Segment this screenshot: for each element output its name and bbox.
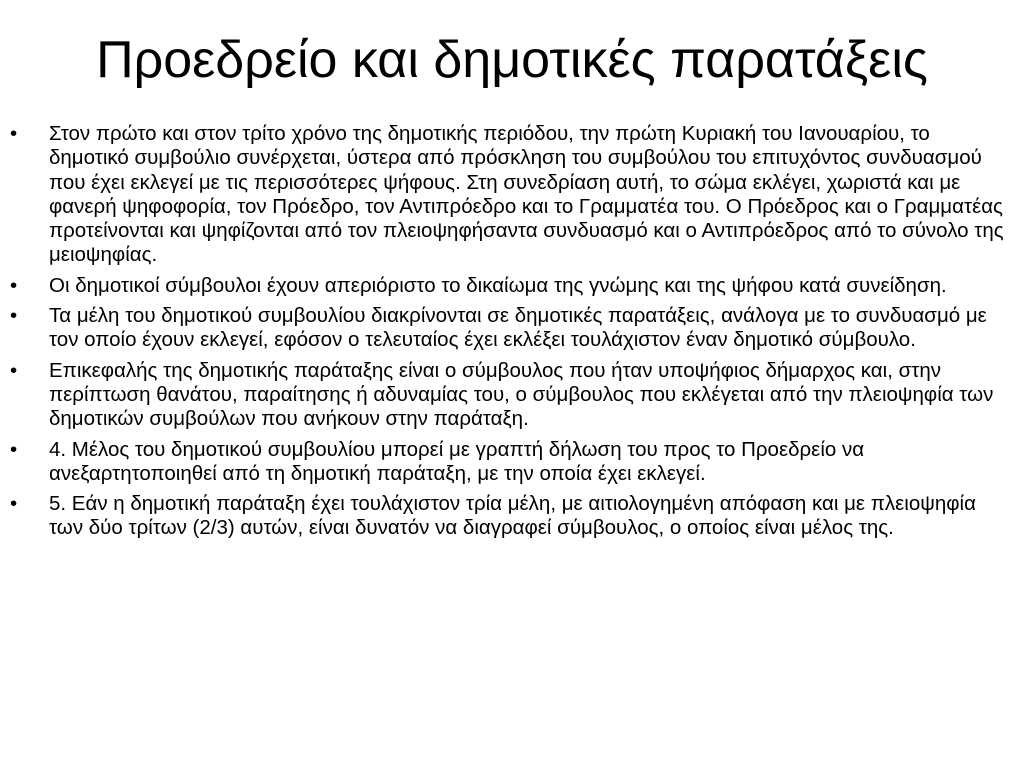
bullet-item [0, 359, 1024, 432]
slide-title: Προεδρείο και δημοτικές παρατάξεις [96, 31, 928, 89]
bullet-text: 4. Μέλος του δημοτικού συμβουλίου μπορεί με γραπτή δήλωση του προς το Προεδρείο να ανεξαρτητοποιηθεί από τη δημοτική παράταξη, με την οποία έχει εκλεγεί. [49, 437, 865, 485]
bullet-dot-icon: • [10, 122, 18, 145]
bullet-list [0, 122, 1024, 547]
bullet-text: Οι δημοτικοί σύμβουλοι έχουν απεριόριστο το δικαίωμα της γνώμης και της ψήφου κατά συνείδηση. [49, 273, 947, 297]
bullet-item [0, 492, 1024, 541]
bullet-item [0, 438, 1024, 487]
bullet-dot-icon: • [10, 358, 18, 382]
bullet-text: Τα μέλη του δημοτικού συμβουλίου διακρίνονται σε δημοτικές παρατάξεις, ανάλογα με το συνδυασμό με τον οποίο έχουν εκλεγεί, εφόσον ο τελευταίος έχει εκλέξει τουλάχιστον έναν δημοτικό σύμβουλο. [49, 304, 987, 352]
bullet-text: 5. Εάν η δημοτική παράταξη έχει τουλάχιστον τρία μέλη, με αιτιολογημένη απόφαση και με πλειοψηφία των δύο τρίτων (2/3) αυτών, είναι δυνατόν να διαγραφεί σύμβουλος, ο οποίος είναι μέλος της. [49, 492, 976, 540]
bullet-dot-icon: • [10, 437, 18, 461]
bullet-dot-icon: • [10, 492, 18, 516]
bullet-item [0, 304, 1024, 353]
bullet-text: Στον πρώτο και στον τρίτο χρόνο της δημοτικής περιόδου, την πρώτη Κυριακή του Ιανουαρίου, το δημοτικό συμβούλιο συνέρχεται, ύστερα από πρόσκληση του συμβούλου του επιτυχόντος συνδυασμού που έχει εκλεγεί με τις περισσότερες ψήφους. Στη συνεδρίαση αυτή, το σώμα εκλέγει, χωριστά και με φανερή ψηφοφορία, τον Πρόεδρο, τον Αντιπρόεδρο και το Γραμματέα του. Ο Πρόεδρος και ο Γραμματέας προτείνονται και ψηφίζονται από τον πλειοψηφήσαντα συνδυασμό και ο Αντιπρόεδρος από το σύνολο της μειοψηφίας. [49, 122, 1004, 267]
bullet-item [0, 274, 1024, 298]
bullet-text: Επικεφαλής της δημοτικής παράταξης είναι ο σύμβουλος που ήταν υποψήφιος δήμαρχος και, στην περίπτωση θανάτου, παραίτησης ή αδυναμίας του, ο σύμβουλος που εκλέγεται από την πλειοψηφία των δημοτικών συμβούλων που ανήκουν στην παράταξη. [49, 358, 994, 431]
bullet-dot-icon: • [10, 273, 18, 297]
bullet-item [0, 122, 1024, 268]
bullet-dot-icon: • [10, 304, 18, 328]
